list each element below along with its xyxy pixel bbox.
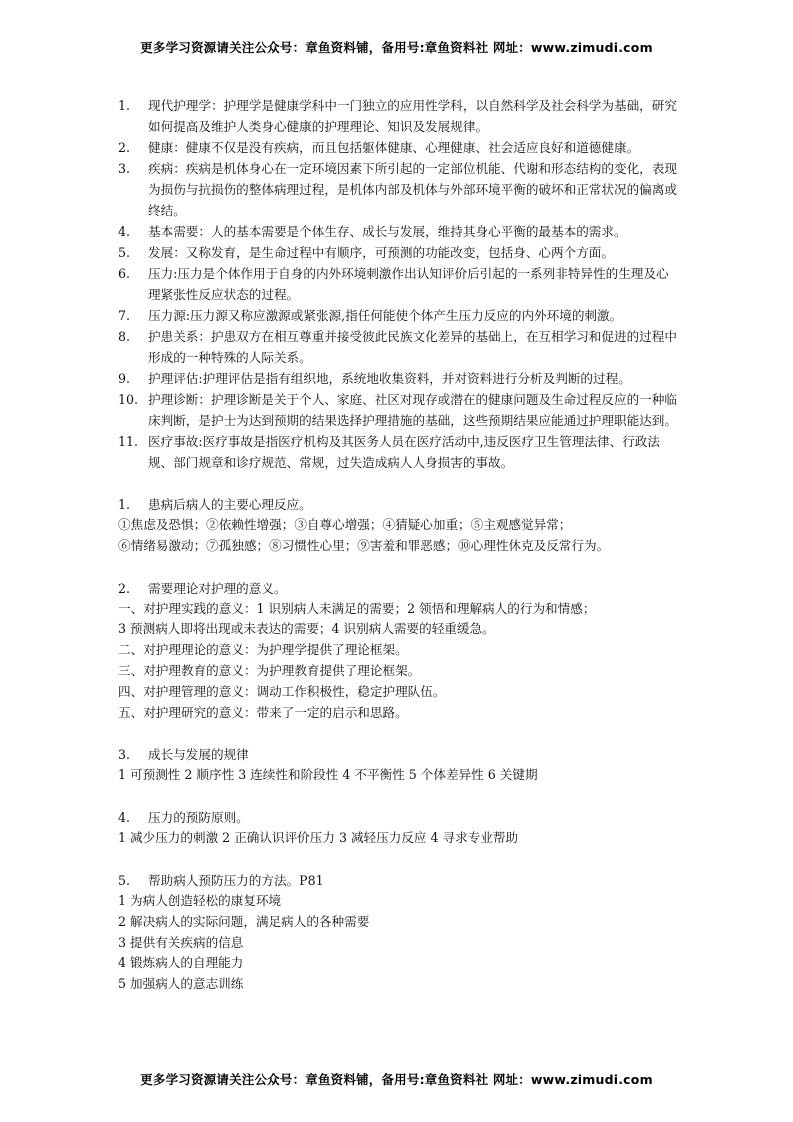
- definition-number: 11.: [118, 434, 139, 449]
- definition-text: 护患关系：护患双方在相互尊重并接受彼此民族文化差异的基础上，在互相学习和促进的过程中形成的一种特殊的人际关系。: [148, 329, 677, 365]
- definition-item: [118, 242, 680, 263]
- question-section: [118, 578, 680, 724]
- section-title-text: 帮助病人预防压力的方法。P81: [148, 872, 324, 888]
- definition-text: 疾病：疾病是机体身心在一定环境因素下所引起的一定部位机能、代谢和形态结构的变化，表现为损伤与抗损伤的整体病理过程，是机体内部及机体与外部环境平衡的破坏和正常状况的偏离或终结。: [148, 161, 677, 218]
- section-title: [118, 578, 680, 599]
- document-body: [118, 95, 680, 995]
- definition-text: 健康：健康不仅是没有疾病，而且包括躯体健康、心理健康、社会适应良好和道德健康。: [148, 140, 640, 155]
- section-title-text: 需要理论对护理的意义。: [148, 580, 287, 596]
- question-section: [118, 494, 680, 557]
- section-number: 1.: [118, 497, 131, 512]
- section-title-text: 压力的预防原则。: [148, 810, 249, 826]
- section-line: ①焦虑及恐惧；②依赖性增强；③自尊心增强；④猜疑心加重；⑤主观感觉异常；: [118, 517, 572, 532]
- definition-text: 发展：又称发育，是生命过程中有顺序，可预测的功能改变，包括身、心两个方面。: [148, 245, 614, 260]
- definition-item: [118, 305, 680, 326]
- definition-item: [118, 221, 680, 242]
- question-section: [118, 744, 680, 786]
- section-line: 1 为病人创造轻松的康复环境: [118, 892, 282, 908]
- section-line: 1 可预测性 2 顺序性 3 连续性和阶段性 4 不平衡性 5 个体差异性 6 关键期: [118, 767, 538, 783]
- definition-item: [118, 326, 680, 368]
- footer-banner: 更多学习资源请关注公众号：章鱼资料铺，备用号:章鱼资料社 网址：www.zimudi.com: [140, 1072, 653, 1087]
- section-title-text: 成长与发展的规律: [148, 747, 249, 763]
- section-line: 4 锻炼病人的自理能力: [118, 955, 244, 971]
- question-section: [118, 807, 680, 849]
- section-line: 二、对护理理论的意义：为护理学提供了理论框架。: [118, 642, 408, 658]
- section-line: 1 减少压力的刺激 2 正确认识评价压力 3 减轻压力反应 4 寻求专业帮助: [118, 830, 519, 846]
- question-section: [118, 870, 680, 995]
- definition-item: [118, 389, 680, 431]
- section-line: 四、对护理管理的意义：调动工作积极性，稳定护理队伍。: [118, 683, 446, 699]
- definition-number: 2.: [118, 140, 131, 155]
- definition-number: 7.: [118, 308, 131, 323]
- definition-number: 5.: [118, 245, 131, 260]
- section-line: 一、对护理实践的意义：1 识别病人未满足的需要；2 领悟和理解病人的行为和情感；: [118, 600, 596, 616]
- section-line: 3 预测病人即将出现或未表达的需要；4 识别病人需要的轻重缓急。: [118, 621, 495, 637]
- definition-text: 压力:压力是个体作用于自身的内外环境刺激作出认知评价后引起的一系列非特异性的生理及心理紧张性反应状态的过程。: [148, 266, 669, 302]
- definition-number: 6.: [118, 266, 131, 281]
- section-title: [118, 870, 680, 891]
- section-line: 2 解决病人的实际问题，满足病人的各种需要: [118, 913, 370, 929]
- section-line: 五、对护理研究的意义：带来了一定的启示和思路。: [118, 704, 408, 720]
- definition-text: 基本需要：人的基本需要是个体生存、成长与发展，维持其身心平衡的最基本的需求。: [148, 224, 627, 239]
- definition-item: [118, 368, 680, 389]
- section-line: ⑥情绪易激动；⑦孤独感；⑧习惯性心里；⑨害羞和罪恶感；⑩心理性休克及反常行为。: [118, 537, 610, 553]
- definition-number: 9.: [118, 371, 131, 386]
- definition-item: [118, 263, 680, 305]
- definition-item: [118, 158, 680, 221]
- section-title: [118, 744, 680, 765]
- section-number: 2.: [118, 580, 131, 596]
- definition-text: 压力源:压力源又称应激源或紧张源,指任何能使个体产生压力反应的内外环境的刺激。: [148, 308, 623, 323]
- section-title: [118, 807, 680, 828]
- section-number: 5.: [118, 872, 131, 888]
- definition-text: 现代护理学：护理学是健康学科中一门独立的应用性学科，以自然科学及社会科学为基础，研究如何提高及维护人类身心健康的护理理论、知识及发展规律。: [148, 98, 677, 134]
- definition-item: [118, 95, 680, 137]
- definition-number: 1.: [118, 98, 131, 113]
- definition-text: 医疗事故:医疗事故是指医疗机构及其医务人员在医疗活动中,违反医疗卫生管理法律、行政法规、部门规章和诊疗规范、常规，过失造成病人人身损害的事故。: [148, 434, 660, 470]
- definition-text: 护理诊断：护理诊断是关于个人、家庭、社区对现存或潜在的健康问题及生命过程反应的一种临床判断，是护士为达到预期的结果选择护理措施的基础，这些预期结果应能通过护理职能达到。: [148, 392, 677, 428]
- definition-number: 10.: [118, 392, 139, 407]
- question-sections: [118, 494, 680, 995]
- header-banner: 更多学习资源请关注公众号：章鱼资料铺，备用号:章鱼资料社 网址：www.zimudi.com: [140, 40, 653, 55]
- definition-number: 8.: [118, 329, 131, 344]
- definition-number: 4.: [118, 224, 131, 239]
- section-line: 3 提供有关疾病的信息: [118, 934, 244, 950]
- definition-number: 3.: [118, 161, 131, 176]
- definition-text: 护理评估:护理评估是指有组织地，系统地收集资料，并对资料进行分析及判断的过程。: [148, 371, 631, 386]
- section-number: 3.: [118, 747, 131, 763]
- section-line: 三、对护理教育的意义：为护理教育提供了理论框架。: [118, 662, 421, 678]
- definition-item: [118, 431, 680, 473]
- section-line: 5 加强病人的意志训练: [118, 976, 244, 992]
- definition-item: [118, 137, 680, 158]
- section-title-text: 患病后病人的主要心理反应。: [148, 497, 312, 512]
- section-title: [118, 494, 680, 515]
- section-number: 4.: [118, 810, 131, 826]
- definitions-list: [118, 95, 680, 473]
